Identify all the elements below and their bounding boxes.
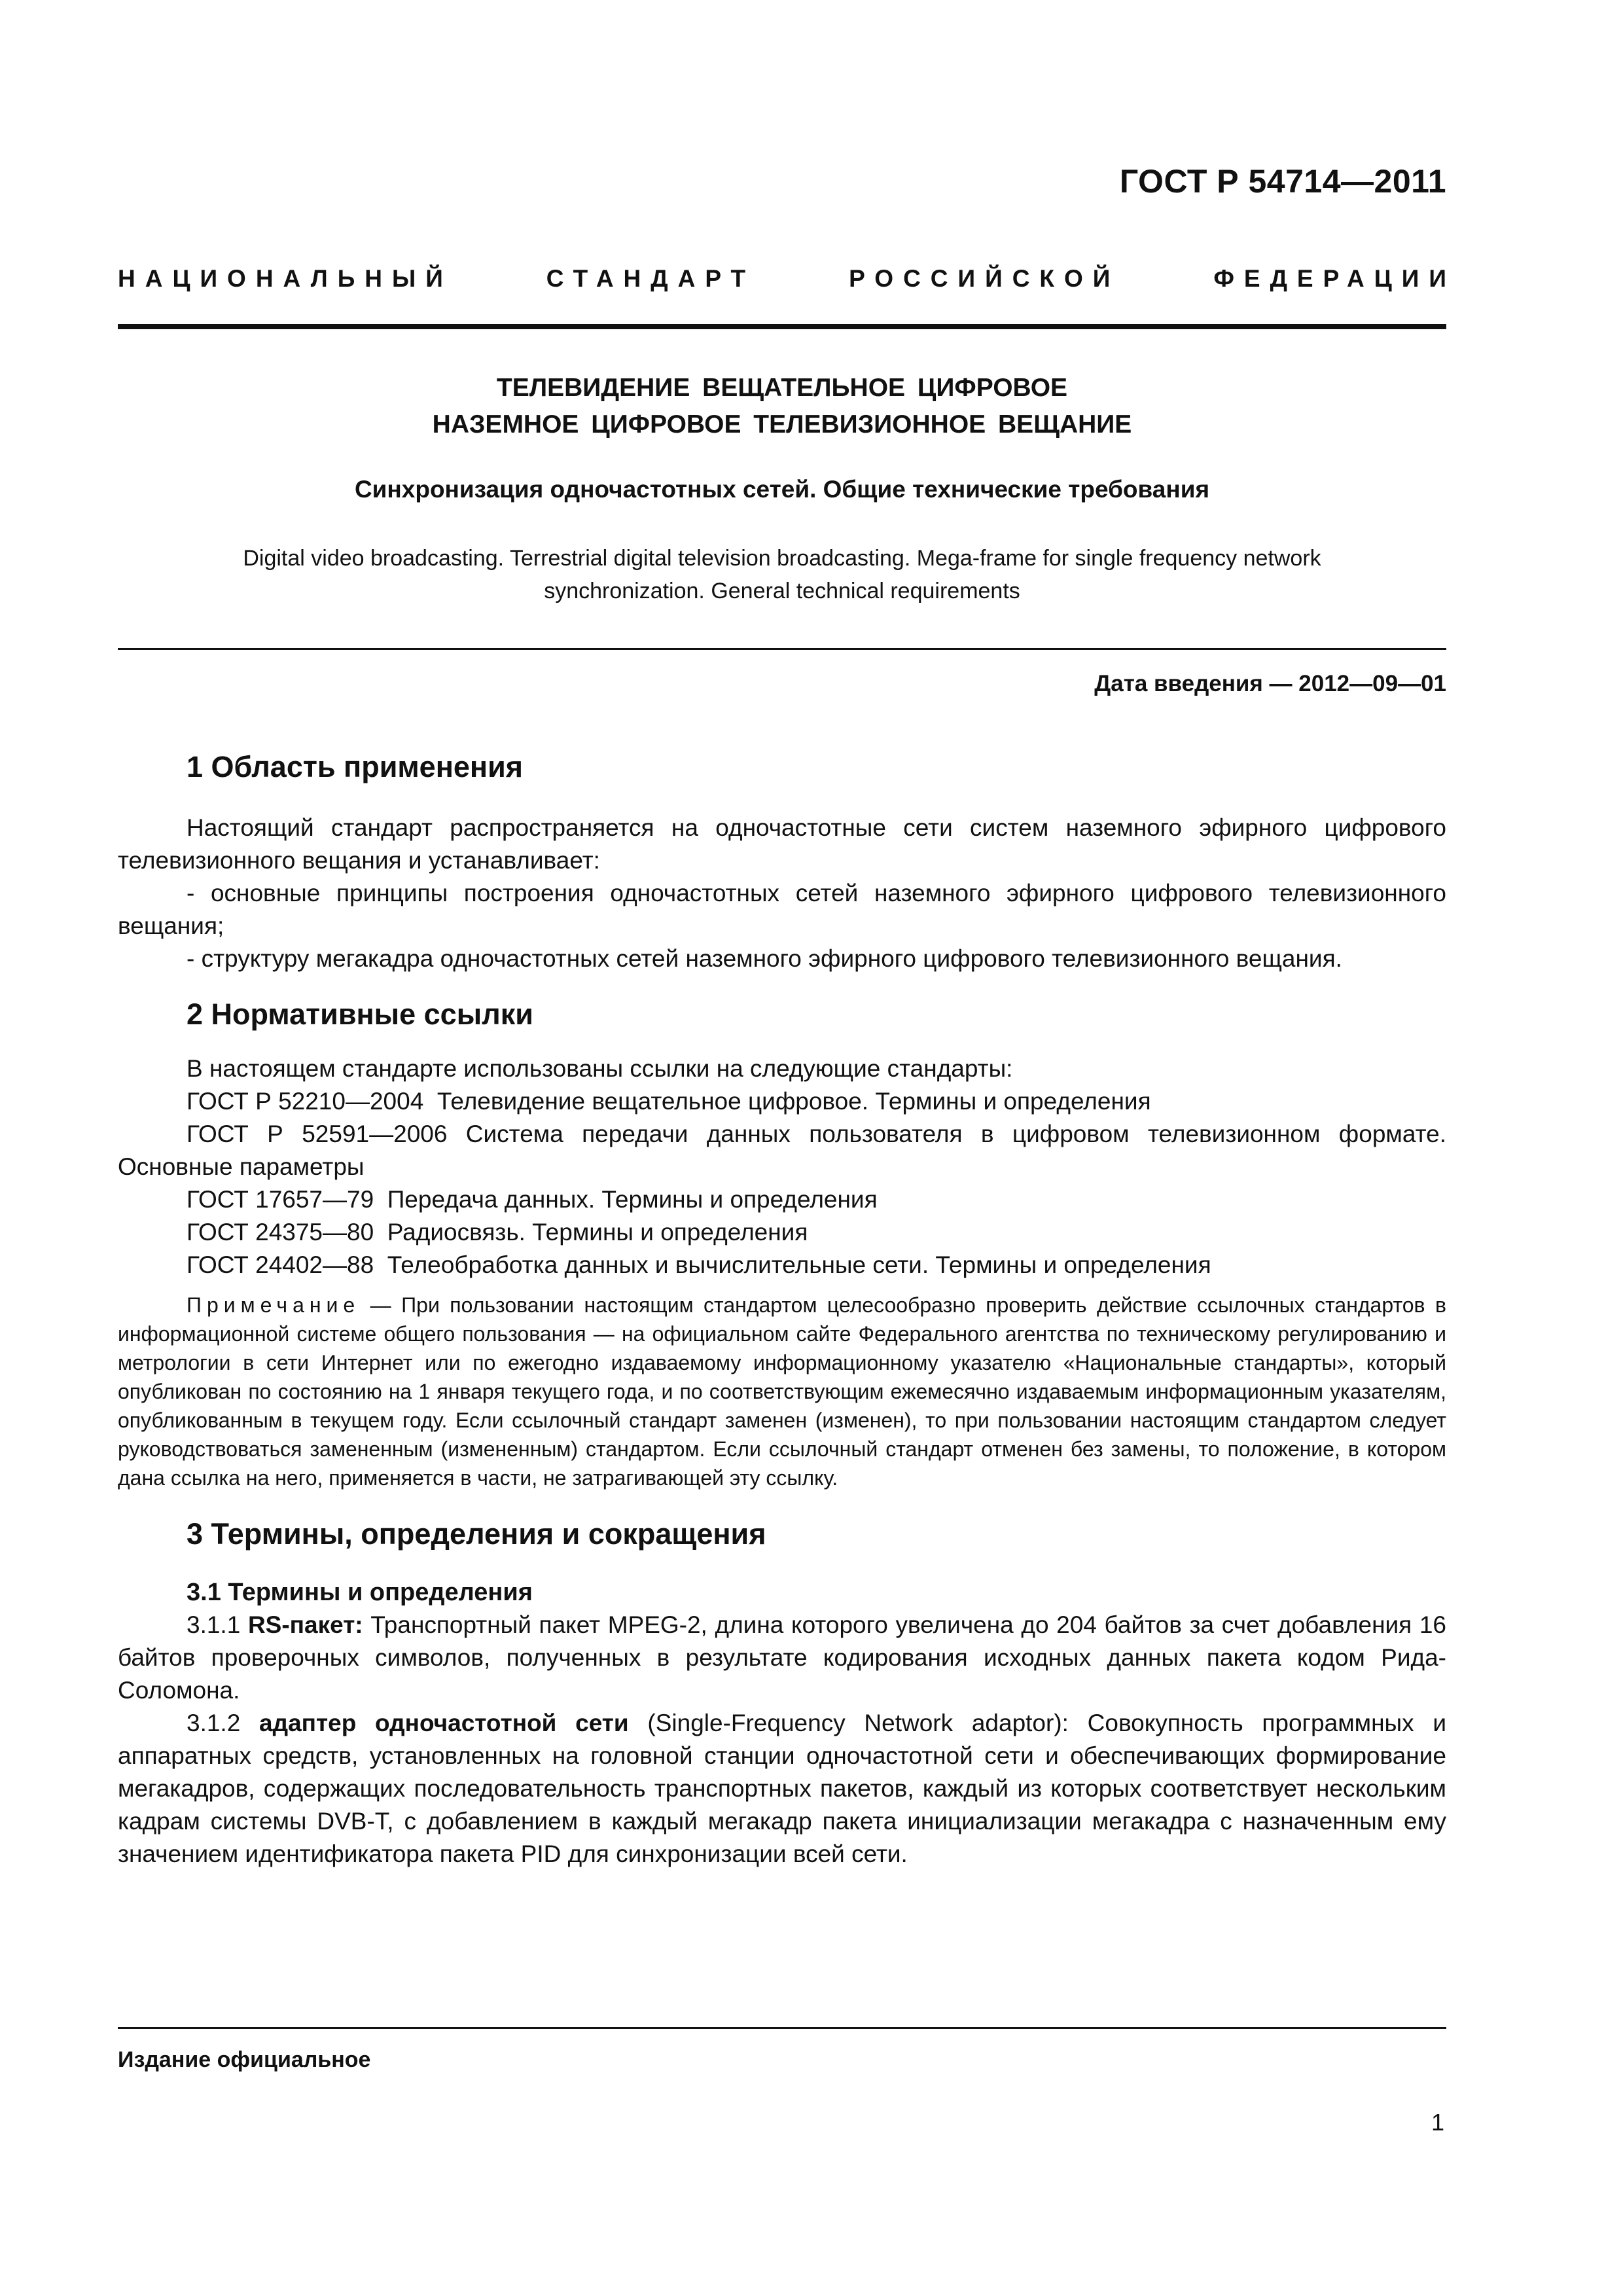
english-title-line: synchronization. General technical requirements <box>544 579 1020 603</box>
english-title-line: Digital video broadcasting. Terrestrial digital television broadcasting. Mega-frame for single frequency network <box>243 546 1321 571</box>
note-text: — При пользовании настоящим стандартом целесообразно проверить действие ссылочных стандартов в информационной системе общего пользования — на официальном сайте Федерального агентства по техническому регулированию и метрологии в сети Интернет или по ежегодно издаваемому информационному указателю «Национальные стандарты», который опубликован по состоянию на 1 января текущего года, и по соответствующим ежемесячно издаваемым информационным указателям, опубликованным в текущем году. Если ссылочный стандарт заменен (изменен), то при пользовании настоящим стандартом следует руководствоваться замененным (измененным) стандартом. Если ссылочный стандарт отменен без замены, то положение, в котором дана ссылка на него, применяется в части, не затрагивающей эту ссылку. <box>118 1293 1446 1490</box>
paragraph: Настоящий стандарт распространяется на одночастотные сети систем наземного эфирного цифрового телевизионного вещания и устанавливает: <box>118 814 1446 874</box>
term-definition <box>118 1707 1446 1871</box>
introduction-date: Дата введения — 2012—09—01 <box>1094 671 1446 696</box>
reference-item: ГОСТ Р 52210—2004 Телевидение вещательное цифровое. Термины и определения <box>187 1088 1151 1115</box>
document-subtitle: Синхронизация одночастотных сетей. Общие технические требования <box>354 476 1210 503</box>
list-item: - основные принципы построения одночастотных сетей наземного эфирного цифрового телевизионного вещания; <box>118 880 1446 939</box>
reference-item: ГОСТ 17657—79 Передача данных. Термины и определения <box>187 1186 878 1213</box>
english-title <box>118 542 1446 607</box>
term-name: RS-пакет: <box>247 1611 363 1638</box>
title-line: НАЗЕМНОЕ ЦИФРОВОЕ ТЕЛЕВИЗИОННОЕ ВЕЩАНИЕ <box>432 410 1132 439</box>
term-text: (Single-Frequency Network adaptor): Совокупность программных и аппаратных средств, установленных на головной станции одночастотной сети и обеспечивающих формирование мегакадров, содержащих последовательность транспортных пакетов, каждый из которых соответствует нескольким кадрам системы DVB-T, с добавлением в каждый мегакадр пакета инициализации мегакадра с назначенным ему значением идентификатора пакета PID для синхронизации всей сети. <box>118 1710 1446 1867</box>
paragraph: В настоящем стандарте использованы ссылки на следующие стандарты: <box>187 1055 1013 1082</box>
national-word: НАЦИОНАЛЬНЫЙ <box>118 265 453 292</box>
term-number: 3.1.2 <box>187 1710 260 1736</box>
section-heading: 3 Термины, определения и сокращения <box>187 1517 766 1551</box>
national-word: ФЕДЕРАЦИИ <box>1213 265 1456 292</box>
footer-divider <box>118 2027 1446 2029</box>
title-line: ТЕЛЕВИДЕНИЕ ВЕЩАТЕЛЬНОЕ ЦИФРОВОЕ <box>496 374 1068 402</box>
page-number: 1 <box>1431 2109 1444 2136</box>
document-body <box>118 746 1446 1871</box>
title-divider <box>118 648 1446 650</box>
subsection-heading: 3.1 Термины и определения <box>187 1579 533 1606</box>
reference-item: ГОСТ 24402—88 Телеобработка данных и вычислительные сети. Термины и определения <box>187 1251 1211 1278</box>
list-item: - структуру мегакадра одночастотных сетей наземного эфирного цифрового телевизионного вещания. <box>187 945 1342 972</box>
note-label: Примечание <box>187 1293 361 1317</box>
national-standard-heading <box>118 265 1456 293</box>
national-word: СТАНДАРТ <box>546 265 756 292</box>
reference-item: ГОСТ 24375—80 Радиосвязь. Термины и определения <box>187 1219 808 1246</box>
section-heading: 2 Нормативные ссылки <box>187 997 533 1031</box>
header-divider <box>118 324 1446 329</box>
note <box>118 1291 1446 1492</box>
section-heading: 1 Область применения <box>187 750 524 783</box>
reference-item: ГОСТ Р 52591—2006 Система передачи данных пользователя в цифровом телевизионном формате. Основные параметры <box>118 1121 1446 1180</box>
term-definition <box>118 1609 1446 1707</box>
document-title <box>118 370 1446 443</box>
document-number: ГОСТ Р 54714—2011 <box>1119 163 1446 200</box>
term-name: адаптер одночастотной сети <box>259 1710 629 1736</box>
edition-label: Издание официальное <box>118 2047 371 2072</box>
term-number: 3.1.1 <box>187 1611 248 1638</box>
term-text: Транспортный пакет MPEG-2, длина которого увеличена до 204 байтов за счет добавления 16 байтов проверочных символов, полученных в результате кодирования исходных данных пакета кодом Рида-Соломона. <box>118 1611 1446 1704</box>
national-word: РОССИЙСКОЙ <box>849 265 1120 292</box>
